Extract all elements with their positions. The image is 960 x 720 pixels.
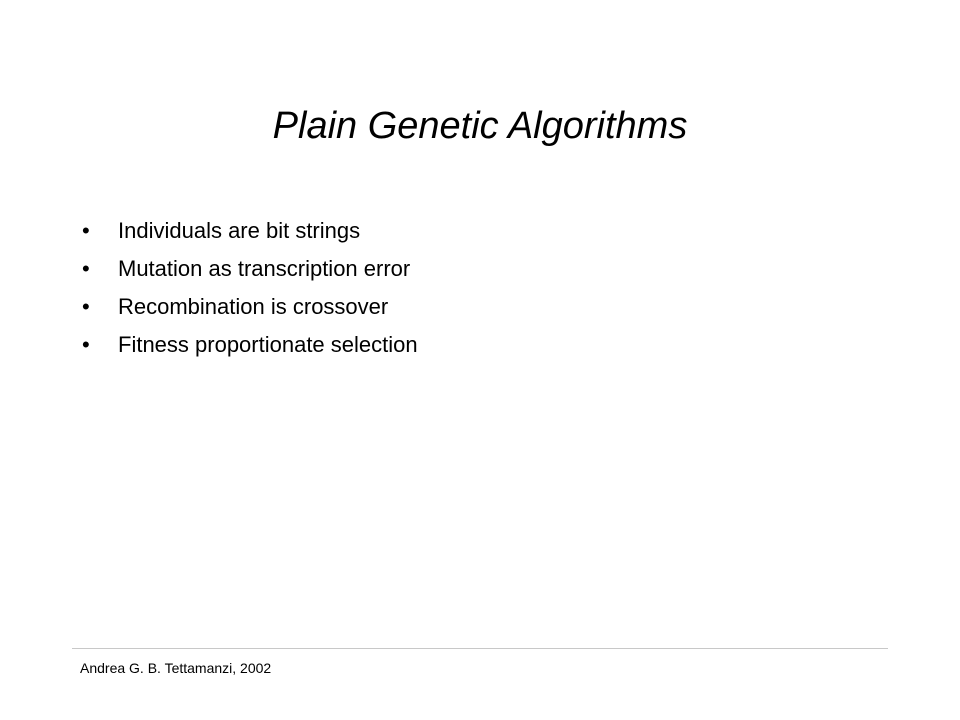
bullet-text: Recombination is crossover (118, 294, 389, 319)
bullet-icon: • (82, 218, 90, 243)
bullet-icon: • (82, 332, 90, 357)
bullet-text: Mutation as transcription error (118, 256, 411, 281)
bullet-icon: • (82, 256, 90, 281)
bullet-icon: • (82, 294, 90, 319)
footer-credit: Andrea G. B. Tettamanzi, 2002 (80, 660, 272, 676)
bullet-text: Individuals are bit strings (118, 218, 361, 243)
bullet-text: Fitness proportionate selection (118, 332, 418, 357)
slide-title: Plain Genetic Algorithms (272, 105, 688, 147)
footer-divider (72, 648, 888, 649)
